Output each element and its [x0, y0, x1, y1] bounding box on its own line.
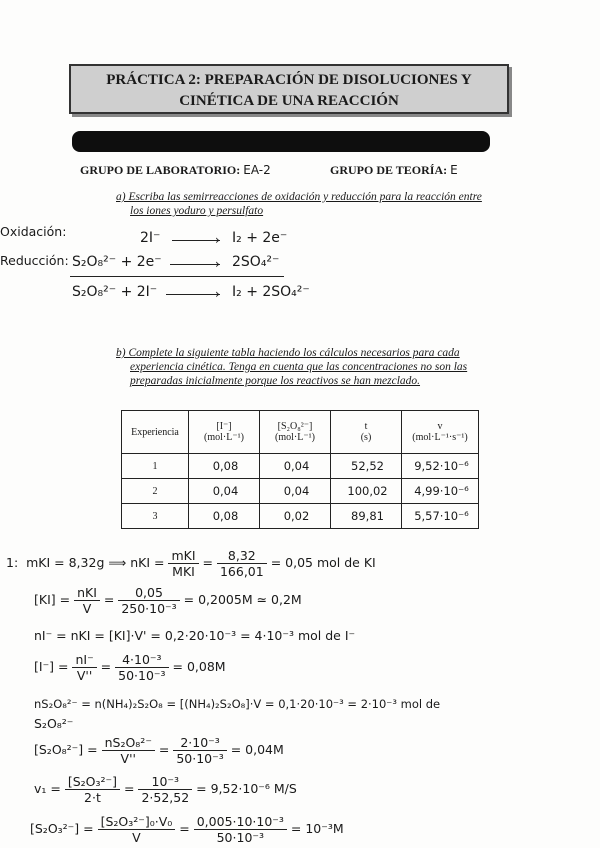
- table-row: [122, 504, 479, 529]
- oxidation-label: Oxidación:: [0, 224, 67, 239]
- theory-group-value: E: [450, 163, 458, 177]
- cell-time: 89,81: [331, 504, 402, 529]
- calc-line-5: nS₂O₈²⁻ = n(NH₄)₂S₂O₈ = [(NH₄)₂S₂O₈]·V = 0,1·20·10⁻³ = 2·10⁻³ mol de: [34, 697, 441, 711]
- th-time: t (s): [331, 411, 402, 454]
- cell-iodide: 0,08: [189, 454, 260, 479]
- oxidation-arrow: [172, 240, 220, 241]
- cell-exp: 1: [122, 454, 189, 479]
- table-row: [122, 454, 479, 479]
- th-rate: v (mol·L⁻¹·s⁻¹): [402, 411, 479, 454]
- table-header-row: [122, 411, 479, 454]
- reaction-sum-line: [70, 276, 284, 277]
- title-line-1: PRÁCTICA 2: PREPARACIÓN DE DISOLUCIONES Y: [106, 72, 472, 88]
- title-line-2: CINÉTICA DE UNA REACCIÓN: [179, 93, 399, 109]
- calc-line-7: v₁ = $\frac{\text{[S₂O₃²⁻]}}{2\cdot t}$ = $\frac{\text{10⁻³}}{2\cdot 52,52}$ = 9,52·10⁻⁶ M/S: [34, 774, 297, 805]
- theory-group-label: GRUPO DE TEORÍA:: [330, 163, 448, 177]
- lab-group: [80, 163, 271, 178]
- cell-time: 52,52: [331, 454, 402, 479]
- redacted-names-bar: [72, 131, 490, 152]
- cell-persulfate: 0,04: [260, 454, 331, 479]
- lab-group-label: GRUPO DE LABORATORIO:: [80, 163, 241, 177]
- calc-line-2: [KI] = $\frac{\text{nKI}}{V}$ = $\frac{0,05}{\text{250·10⁻³}}$ = 0,2005M ≃ 0,2M: [34, 585, 302, 616]
- oxidation-right: I₂ + 2e⁻: [232, 230, 288, 246]
- question-a-line2: los iones yoduro y persulfato: [130, 205, 264, 217]
- calc-line-6: [S₂O₈²⁻] = $\frac{\text{nS₂O₈²⁻}}{V''}$ = $\frac{\text{2·10⁻³}}{\text{50·10⁻³}}$ = 0,04M: [34, 735, 284, 766]
- th-experiencia: Experiencia: [122, 411, 189, 454]
- kinetics-table: [121, 410, 479, 529]
- question-b-line1: b) Complete la siguiente tabla haciendo los cálculos necesarios para cada: [116, 347, 460, 359]
- cell-persulfate: 0,02: [260, 504, 331, 529]
- cell-rate: 5,57·10⁻⁶: [402, 504, 479, 529]
- reduction-left: S₂O₈²⁻ + 2e⁻: [72, 254, 162, 270]
- cell-time: 100,02: [331, 479, 402, 504]
- th-persulfate: [S₂O₈²⁻] (mol·L⁻¹): [260, 411, 331, 454]
- global-arrow: [166, 294, 220, 295]
- calc-line-1: 1: mKI = 8,32g ⟹ nKI = $\frac{\text{mKI}}{\text{MKI}}$ = $\frac{8,32}{166,01}$ = 0,05 mol de KI: [6, 548, 376, 579]
- question-a-line1: a) Escriba las semirreacciones de oxidación y reducción para la reacción entre: [116, 191, 482, 203]
- global-right: I₂ + 2SO₄²⁻: [232, 284, 310, 300]
- reduction-arrow: [170, 264, 220, 265]
- calc-line-8: [S₂O₃²⁻] = $\frac{\text{[S₂O₃²⁻]₀·V₀}}{V}$ = $\frac{\text{0,005·10·10⁻³}}{\text{50·10⁻³}}$ = 10⁻³M: [30, 814, 344, 845]
- theory-group: [330, 163, 458, 178]
- global-left: S₂O₈²⁻ + 2I⁻: [72, 284, 158, 300]
- reduction-arrowhead: ›: [215, 256, 220, 271]
- table-row: [122, 479, 479, 504]
- practice-title-box: [69, 64, 509, 114]
- cell-persulfate: 0,04: [260, 479, 331, 504]
- question-b-line3: preparadas inicialmente porque los reactivos se han mezclado.: [130, 375, 421, 387]
- question-a: [116, 190, 516, 218]
- cell-rate: 9,52·10⁻⁶: [402, 454, 479, 479]
- th-iodide: [I⁻] (mol·L⁻¹): [189, 411, 260, 454]
- question-b: [116, 346, 516, 388]
- cell-exp: 2: [122, 479, 189, 504]
- calc-line-5b: S₂O₈²⁻: [34, 716, 74, 731]
- reduction-label: Reducción:: [0, 253, 69, 268]
- calc-line-3: nI⁻ = nKI = [KI]·V' = 0,2·20·10⁻³ = 4·10⁻³ mol de I⁻: [34, 628, 356, 643]
- question-b-line2: experiencia cinética. Tenga en cuenta que las concentraciones no son las: [130, 361, 468, 373]
- lab-group-value: EA-2: [243, 163, 271, 177]
- oxidation-arrowhead: ›: [215, 232, 220, 247]
- calc-line-4: [I⁻] = $\frac{nI^-}{V''}$ = $\frac{\text{4·10⁻³}}{\text{50·10⁻³}}$ = 0,08M: [34, 652, 226, 683]
- cell-iodide: 0,08: [189, 504, 260, 529]
- cell-exp: 3: [122, 504, 189, 529]
- reduction-right: 2SO₄²⁻: [232, 254, 280, 270]
- cell-iodide: 0,04: [189, 479, 260, 504]
- cell-rate: 4,99·10⁻⁶: [402, 479, 479, 504]
- oxidation-left: 2I⁻: [140, 230, 161, 246]
- global-arrowhead: ›: [215, 286, 220, 301]
